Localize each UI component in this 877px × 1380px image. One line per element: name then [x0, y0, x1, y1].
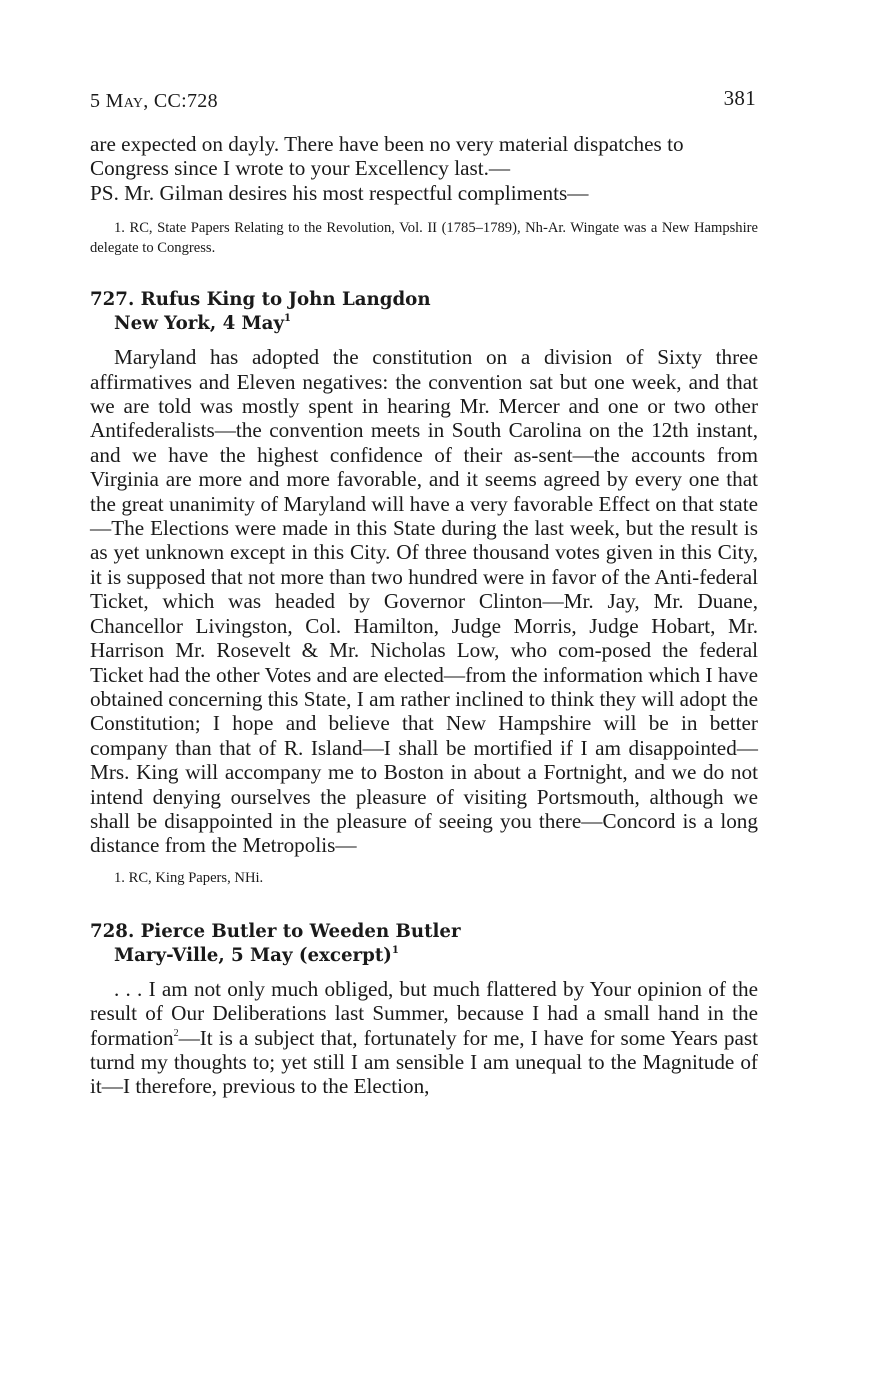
document-dateline-727 — [90, 312, 758, 336]
dateline-text-728: Mary-Ville, 5 May (excerpt) — [114, 944, 392, 966]
postscript-line: PS. Mr. Gilman desires his most respectful compliments— — [90, 180, 589, 205]
note-reference-727: 1 — [284, 313, 292, 325]
continued-letter — [90, 132, 758, 205]
footnote-continued-letter: 1. RC, State Papers Relating to the Revolution, Vol. II (1785–1789), Nh-Ar. Wingate was a New Hampshire delegate to Congress. — [90, 220, 758, 257]
running-head-month: May — [105, 90, 144, 112]
note-reference-728-body: 2 — [173, 1027, 179, 1039]
footnote-727: 1. RC, King Papers, NHi. — [114, 869, 264, 886]
document-heading-727 — [90, 288, 758, 336]
note-reference-728: 1 — [391, 944, 399, 956]
document-heading-728 — [90, 920, 758, 968]
page-number: 381 — [723, 86, 756, 110]
running-head — [90, 84, 758, 118]
continued-paragraph: are expected on dayly. There have been no very material dispatches to Congress since I wrote to your Excellency last.— — [90, 132, 684, 181]
running-head-section — [90, 90, 218, 113]
document-title-728: 728. Pierce Butler to Weeden Butler — [90, 920, 461, 942]
letter-body-727: Maryland has adopted the constitution on a division of Sixty three affirmatives and Eleven negatives: the convention sat but one week, and that we are told was mostly spent in hearing Mr. Mercer and one or two other Antifederalists—the convention meets in South Carolina on the 12th instant, and we have the highest confidence of their as-sent—the accounts from Virginia are more and more favorable, and it seems agreed by every one that the great unanimity of Maryland will have a very favorable Effect on that state—The Elections were made in this State during the last week, but the result is as yet unknown except in this City. Of three thousand votes given in this City, it is supposed that not more than two hundred were in favor of the Anti-federal Ticket, which was headed by Governor Clinton—Mr. Jay, Mr. Duane, Chancellor Livingston, Col. Hamilton, Judge Morris, Judge Hobart, Mr. Harrison Mr. Rosevelt & Mr. Nicholas Low, who com-posed the federal Ticket had the other Votes and are elected—from the information which I have obtained concerning this State, I am rather inclined to think they will adopt the Constitution; I hope and believe that New Hampshire will be in better company than that of R. Island—I shall be mortified if I am disappointed—Mrs. King will accompany me to Boston in about a Fortnight, and we do not intend denying ourselves the pleasure of visiting Portsmouth, although we shall be disappointed in the pleasure of seeing you there—Concord is a long distance from the Metropolis— — [90, 345, 758, 858]
dateline-text-727: New York, 4 May — [114, 313, 285, 335]
running-head-prefix: 5 — [90, 90, 106, 112]
letter-body-728 — [90, 977, 758, 1099]
book-page — [90, 84, 758, 1099]
running-head-suffix: , CC:728 — [143, 90, 218, 112]
document-dateline-728 — [90, 944, 758, 968]
letter-body-728-start: . . . I am not only much obliged, but much flattered by Your opinion of the result of Our Deliberations last Summer, because I had a small hand in the formation — [90, 976, 758, 1050]
document-title-727: 727. Rufus King to John Langdon — [90, 289, 431, 311]
letter-body-728-rest: —It is a subject that, fortunately for me, I have for some Years past turnd my thoughts to; yet still I am sensible I am unequal to the Magnitude of it—I therefore, previous to the Election, — [90, 1025, 758, 1099]
